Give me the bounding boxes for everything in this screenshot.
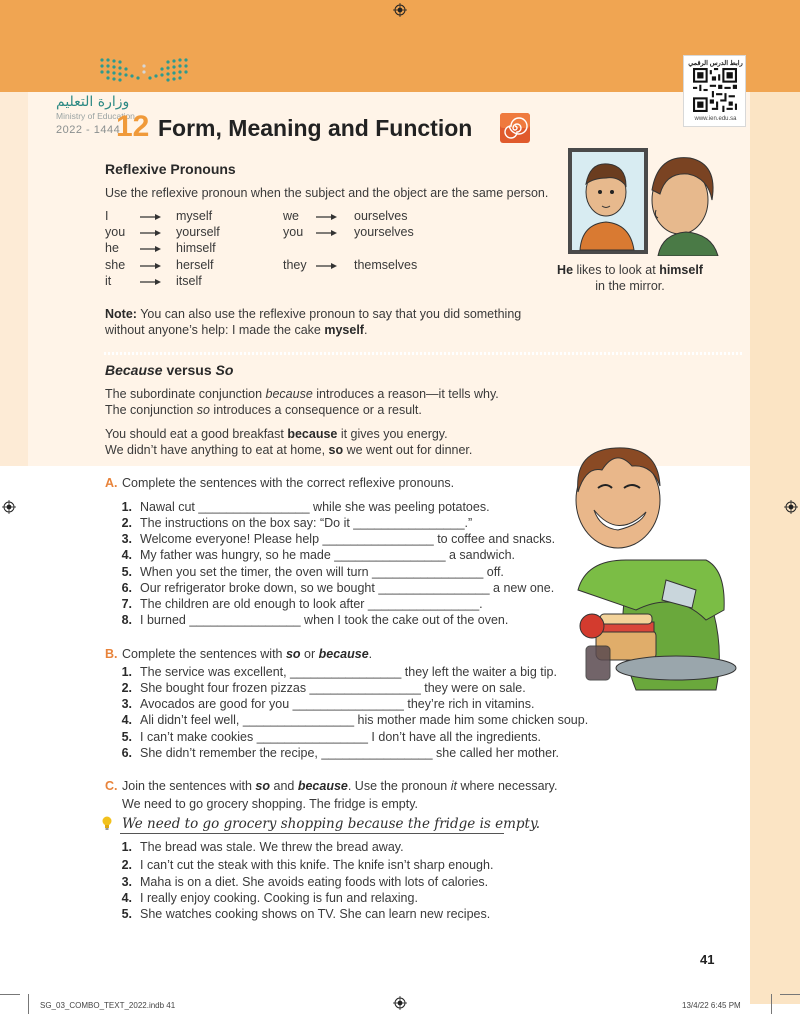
- text: or: [300, 647, 319, 661]
- reflexive-heading: Reflexive Pronouns: [105, 161, 236, 177]
- term: because: [297, 779, 348, 793]
- term: so: [255, 779, 271, 793]
- exercise-a-item[interactable]: Nawal cut ________________ while she was peeling potatoes.: [140, 500, 490, 514]
- qr-url: www.ien.edu.sa: [694, 116, 737, 122]
- because-example: [105, 427, 448, 441]
- section-divider: [104, 352, 744, 355]
- text: we went out for dinner.: [343, 443, 473, 457]
- caption-line-2: in the mirror.: [595, 279, 665, 293]
- caption-subject: He: [557, 263, 574, 277]
- text: The conjunction: [105, 403, 197, 417]
- exercise-b-item[interactable]: Ali didn’t feel well, ________________ his mother made him some chicken soup.: [140, 713, 589, 727]
- page-title: Form, Meaning and Function: [158, 115, 473, 141]
- pronoun-subject: you: [105, 225, 126, 239]
- print-date: 13/4/22 6:45 PM: [682, 1001, 741, 1010]
- exercise-c-letter: C.: [105, 779, 118, 793]
- exercise-b-instruction: [122, 647, 372, 661]
- exercise-c-item[interactable]: Maha is on a diet. She avoids eating foods with lots of calories.: [140, 875, 489, 889]
- pronoun-subject: it: [105, 274, 112, 288]
- exercise-item-number: 5.: [121, 730, 132, 744]
- pronoun-subject: she: [105, 258, 126, 272]
- pronoun-subject: we: [283, 209, 299, 223]
- pronoun-subject: I: [105, 209, 109, 223]
- page-number: 41: [700, 952, 715, 967]
- arrow-right-icon: [140, 245, 162, 253]
- cream-margin: [0, 92, 28, 466]
- exercise-item-number: 3.: [121, 875, 132, 889]
- caption-mid: likes to look at: [573, 263, 660, 277]
- exercise-item-number: 5.: [121, 565, 132, 579]
- exercise-c-item[interactable]: I really enjoy cooking. Cooking is fun and relaxing.: [140, 891, 418, 905]
- pronoun-reflexive: itself: [176, 274, 202, 288]
- term: because: [265, 387, 313, 401]
- registration-mark-icon: [2, 500, 16, 514]
- exercise-item-number: 1.: [121, 840, 132, 854]
- exercise-item-number: 8.: [121, 613, 132, 627]
- note-emphasis: myself: [324, 323, 364, 337]
- exercise-item-number: 3.: [121, 697, 132, 711]
- exercise-c-instruction: [122, 779, 557, 793]
- exercise-a-item[interactable]: I burned ________________ when I took the cake out of the oven.: [140, 613, 509, 627]
- exercise-a-item[interactable]: The children are old enough to look after ________________.: [140, 597, 483, 611]
- exercise-item-number: 3.: [121, 532, 132, 546]
- header-band-right: [746, 0, 800, 92]
- exercise-item-number: 7.: [121, 597, 132, 611]
- exercise-a-instruction: Complete the sentences with the correct reflexive pronouns.: [122, 476, 455, 490]
- pronoun-reflexive: herself: [176, 258, 214, 272]
- qr-code-icon[interactable]: [693, 68, 737, 112]
- pronoun-subject: you: [283, 225, 304, 239]
- exercise-item-number: 1.: [121, 500, 132, 514]
- text: . Use the pronoun: [347, 779, 451, 793]
- exercise-b-item[interactable]: I can’t make cookies ________________ I don’t have all the ingredients.: [140, 730, 541, 744]
- exercise-c-item[interactable]: The bread was stale. We threw the bread away.: [140, 840, 404, 854]
- file-info: SG_03_COMBO_TEXT_2022.indb 41: [40, 1001, 176, 1010]
- text: .: [368, 647, 373, 661]
- arrow-right-icon: [316, 213, 338, 221]
- note-line-1: [105, 307, 521, 321]
- registration-mark-icon: [393, 3, 407, 17]
- caption-object: himself: [659, 263, 703, 277]
- text: it gives you energy.: [337, 427, 448, 441]
- exercise-b-letter: B.: [105, 647, 118, 661]
- example-answer-line: [120, 833, 504, 834]
- lightbulb-icon: [101, 815, 113, 831]
- heading-because: Because: [105, 362, 163, 378]
- ministry-name-arabic: وزارة التعليم: [56, 94, 130, 110]
- pronoun-reflexive: ourselves: [354, 209, 408, 223]
- arrow-right-icon: [140, 262, 162, 270]
- exercise-c-item[interactable]: I can’t cut the steak with this knife. The knife isn’t sharp enough.: [140, 858, 494, 872]
- text: Join the sentences with: [122, 779, 256, 793]
- pronoun-reflexive: yourselves: [354, 225, 414, 239]
- note-text: .: [363, 323, 368, 337]
- note-line-2: [105, 323, 367, 337]
- pronoun-subject: they: [283, 258, 307, 272]
- arrow-right-icon: [140, 229, 162, 237]
- exercise-item-number: 2.: [121, 858, 132, 872]
- because-so-heading: [105, 362, 233, 378]
- exercise-item-number: 2.: [121, 681, 132, 695]
- exercise-c-item[interactable]: She watches cooking shows on TV. She can learn new recipes.: [140, 907, 491, 921]
- note-text: without anyone’s help: I made the cake: [105, 323, 325, 337]
- illustration-caption: [540, 262, 720, 294]
- pronoun-reflexive: himself: [176, 241, 216, 255]
- pronoun-reflexive: myself: [176, 209, 213, 223]
- arrow-right-icon: [140, 213, 162, 221]
- registration-mark-icon: [393, 996, 407, 1010]
- registration-mark-icon: [784, 500, 798, 514]
- exercise-b-item[interactable]: She bought four frozen pizzas ________________ they were on sale.: [140, 681, 526, 695]
- text: introduces a consequence or a result.: [209, 403, 422, 417]
- exercise-b-item[interactable]: She didn’t remember the recipe, ________________ she called her mother.: [140, 746, 560, 760]
- exercise-item-number: 6.: [121, 746, 132, 760]
- exercise-a-item[interactable]: Welcome everyone! Please help ________________ to coffee and snacks.: [140, 532, 556, 546]
- note-label: Note:: [105, 307, 137, 321]
- arrow-right-icon: [316, 262, 338, 270]
- note-text: You can also use the reflexive pronoun to say that you did something: [136, 307, 522, 321]
- text: where necessary.: [456, 779, 558, 793]
- arrow-right-icon: [140, 278, 162, 286]
- exercise-b-item[interactable]: Avocados are good for you ________________ they’re rich in vitamins.: [140, 697, 535, 711]
- exercise-item-number: 4.: [121, 548, 132, 562]
- exercise-item-number: 1.: [121, 665, 132, 679]
- term: so: [285, 647, 301, 661]
- term: it: [450, 779, 457, 793]
- heading-versus: versus: [162, 362, 216, 378]
- exercise-a-item[interactable]: When you set the timer, the oven will turn ________________ off.: [140, 565, 504, 579]
- text: We didn’t have anything to eat at home,: [105, 443, 329, 457]
- crop-mark: [28, 994, 29, 1014]
- exercise-a-item[interactable]: Our refrigerator broke down, so we bought ________________ a new one.: [140, 581, 555, 595]
- text: You should eat a good breakfast: [105, 427, 288, 441]
- text: and: [270, 779, 298, 793]
- exercise-a-item[interactable]: My father was hungry, so he made ________________ a sandwich.: [140, 548, 516, 562]
- unit-number: 12: [116, 110, 150, 143]
- arrow-right-icon: [316, 229, 338, 237]
- pronoun-reflexive: themselves: [354, 258, 418, 272]
- term: so: [328, 443, 344, 457]
- pronoun-subject: he: [105, 241, 119, 255]
- pronoun-reflexive: yourself: [176, 225, 220, 239]
- term: so: [196, 403, 210, 417]
- exercise-item-number: 4.: [121, 891, 132, 905]
- so-example: [105, 443, 472, 457]
- exercise-a-item[interactable]: The instructions on the box say: “Do it ________________.”: [140, 516, 473, 530]
- mirror-illustration: [562, 148, 726, 256]
- right-margin-strip: [750, 92, 800, 1004]
- so-definition: [105, 403, 422, 417]
- crop-mark: [0, 994, 20, 995]
- exercise-item-number: 5.: [121, 907, 132, 921]
- term: because: [318, 647, 369, 661]
- exercise-item-number: 4.: [121, 713, 132, 727]
- text: Complete the sentences with: [122, 647, 286, 661]
- ministry-name-english: Ministry of Education: [56, 111, 135, 121]
- ministry-logo-icon: [98, 56, 190, 84]
- exercise-item-number: 2.: [121, 516, 132, 530]
- qr-title: رابط الدرس الرقمي: [688, 60, 743, 67]
- exercise-a-letter: A.: [105, 476, 118, 490]
- exercise-c-prompt: We need to go grocery shopping. The fridge is empty.: [122, 797, 419, 811]
- term: because: [287, 427, 338, 441]
- reflexive-intro: Use the reflexive pronoun when the subject and the object are the same person.: [105, 186, 549, 200]
- heading-so: So: [215, 362, 234, 378]
- because-definition: [105, 387, 499, 401]
- digital-lesson-qr-card[interactable]: [683, 55, 746, 127]
- exercise-item-number: 6.: [121, 581, 132, 595]
- text: introduces a reason—it tells why.: [312, 387, 499, 401]
- sandwich-chef-illustration: [556, 440, 750, 696]
- digital-resource-swirl-icon[interactable]: [499, 112, 531, 144]
- exercise-b-item[interactable]: The service was excellent, ________________ they left the waiter a big tip.: [140, 665, 557, 679]
- example-answer: We need to go grocery shopping because the fridge is empty.: [122, 816, 541, 832]
- crop-mark: [771, 994, 772, 1014]
- text: The subordinate conjunction: [105, 387, 266, 401]
- academic-year: 2022 - 1444: [56, 124, 121, 136]
- crop-mark: [780, 994, 800, 995]
